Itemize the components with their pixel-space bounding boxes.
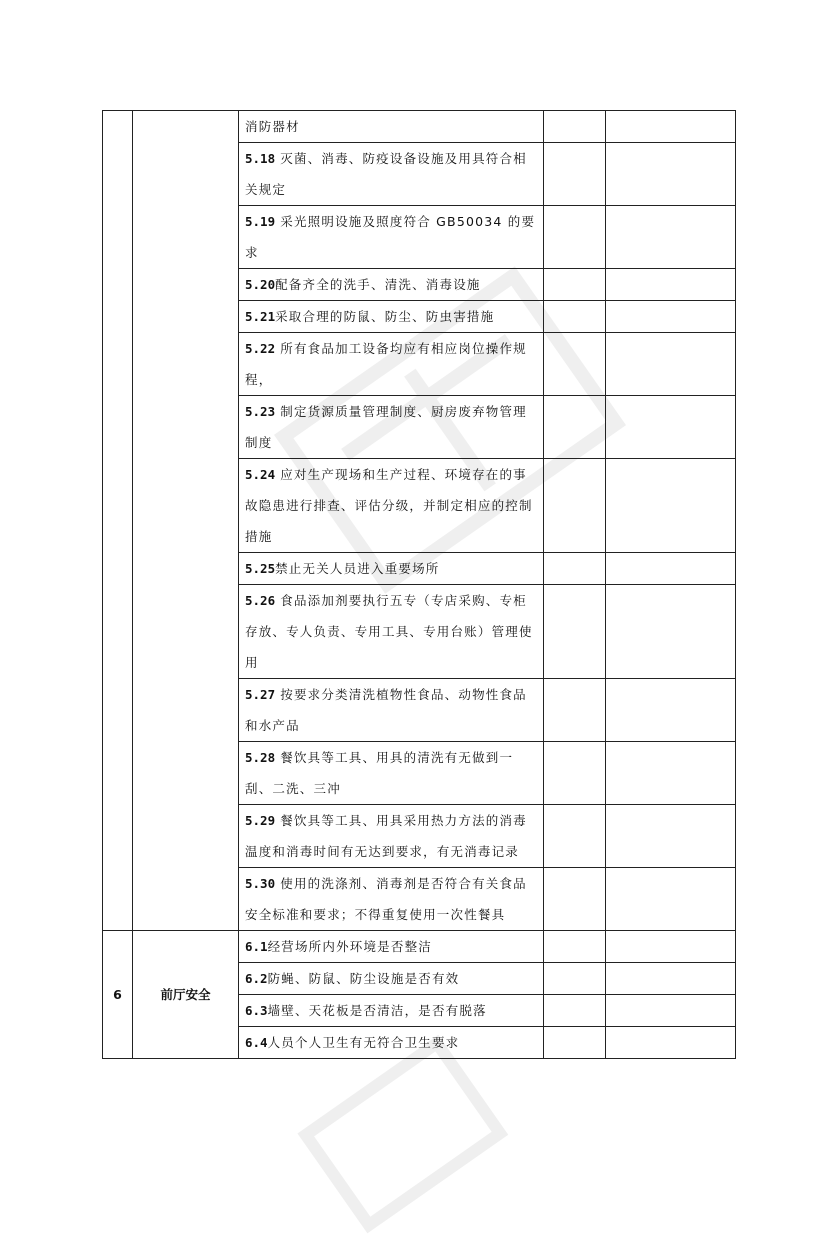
- result-cell[interactable]: [544, 679, 606, 742]
- item-cell: 5.20配备齐全的洗手、清洗、消毒设施: [239, 269, 544, 301]
- note-cell[interactable]: [606, 111, 736, 143]
- item-cell: 5.21采取合理的防鼠、防尘、防虫害措施: [239, 301, 544, 333]
- note-cell[interactable]: [606, 553, 736, 585]
- item-cell: 6.3墙壁、天花板是否清洁，是否有脱落: [239, 995, 544, 1027]
- note-cell[interactable]: [606, 1027, 736, 1059]
- item-cell: 消防器材: [239, 111, 544, 143]
- note-cell[interactable]: [606, 269, 736, 301]
- note-cell[interactable]: [606, 585, 736, 679]
- section-title-cell: 前厅安全: [133, 931, 239, 1059]
- note-cell[interactable]: [606, 333, 736, 396]
- item-cell: 5.19 采光照明设施及照度符合 GB50034 的要求: [239, 206, 544, 269]
- item-cell: 5.28 餐饮具等工具、用具的清洗有无做到一刮、二洗、三冲: [239, 742, 544, 805]
- note-cell[interactable]: [606, 742, 736, 805]
- note-cell[interactable]: [606, 679, 736, 742]
- result-cell[interactable]: [544, 995, 606, 1027]
- result-cell[interactable]: [544, 553, 606, 585]
- note-cell[interactable]: [606, 206, 736, 269]
- result-cell[interactable]: [544, 931, 606, 963]
- item-cell: 6.2防蝇、防鼠、防尘设施是否有效: [239, 963, 544, 995]
- note-cell[interactable]: [606, 931, 736, 963]
- result-cell[interactable]: [544, 333, 606, 396]
- item-cell: 6.1经营场所内外环境是否整洁: [239, 931, 544, 963]
- note-cell[interactable]: [606, 963, 736, 995]
- note-cell[interactable]: [606, 805, 736, 868]
- result-cell[interactable]: [544, 805, 606, 868]
- item-cell: 6.4人员个人卫生有无符合卫生要求: [239, 1027, 544, 1059]
- result-cell[interactable]: [544, 111, 606, 143]
- table-row: [103, 111, 736, 143]
- item-cell: 5.30 使用的洗涤剂、消毒剂是否符合有关食品安全标准和要求；不得重复使用一次性餐具: [239, 868, 544, 931]
- result-cell[interactable]: [544, 585, 606, 679]
- item-cell: 5.26 食品添加剂要执行五专（专店采购、专柜存放、专人负责、专用工具、专用台账）管理使用: [239, 585, 544, 679]
- section-number-cell: [103, 111, 133, 931]
- result-cell[interactable]: [544, 742, 606, 805]
- item-cell: 5.27 按要求分类清洗植物性食品、动物性食品和水产品: [239, 679, 544, 742]
- item-cell: 5.25禁止无关人员进入重要场所: [239, 553, 544, 585]
- note-cell[interactable]: [606, 301, 736, 333]
- result-cell[interactable]: [544, 868, 606, 931]
- section-title-cell: [133, 111, 239, 931]
- item-cell: 5.22 所有食品加工设备均应有相应岗位操作规程，: [239, 333, 544, 396]
- note-cell[interactable]: [606, 459, 736, 553]
- table-row: [103, 931, 736, 963]
- result-cell[interactable]: [544, 963, 606, 995]
- item-cell: 5.24 应对生产现场和生产过程、环境存在的事故隐患进行排查、评估分级，并制定相应的控制措施: [239, 459, 544, 553]
- item-cell: 5.18 灭菌、消毒、防疫设备设施及用具符合相关规定: [239, 143, 544, 206]
- note-cell[interactable]: [606, 396, 736, 459]
- result-cell[interactable]: [544, 143, 606, 206]
- item-cell: 5.29 餐饮具等工具、用具采用热力方法的消毒温度和消毒时间有无达到要求，有无消毒记录: [239, 805, 544, 868]
- note-cell[interactable]: [606, 143, 736, 206]
- checklist-table: [102, 110, 736, 1059]
- section-number-cell: 6: [103, 931, 133, 1059]
- item-cell: 5.23 制定货源质量管理制度、厨房废弃物管理制度: [239, 396, 544, 459]
- result-cell[interactable]: [544, 206, 606, 269]
- note-cell[interactable]: [606, 995, 736, 1027]
- result-cell[interactable]: [544, 396, 606, 459]
- result-cell[interactable]: [544, 301, 606, 333]
- result-cell[interactable]: [544, 459, 606, 553]
- result-cell[interactable]: [544, 1027, 606, 1059]
- result-cell[interactable]: [544, 269, 606, 301]
- note-cell[interactable]: [606, 868, 736, 931]
